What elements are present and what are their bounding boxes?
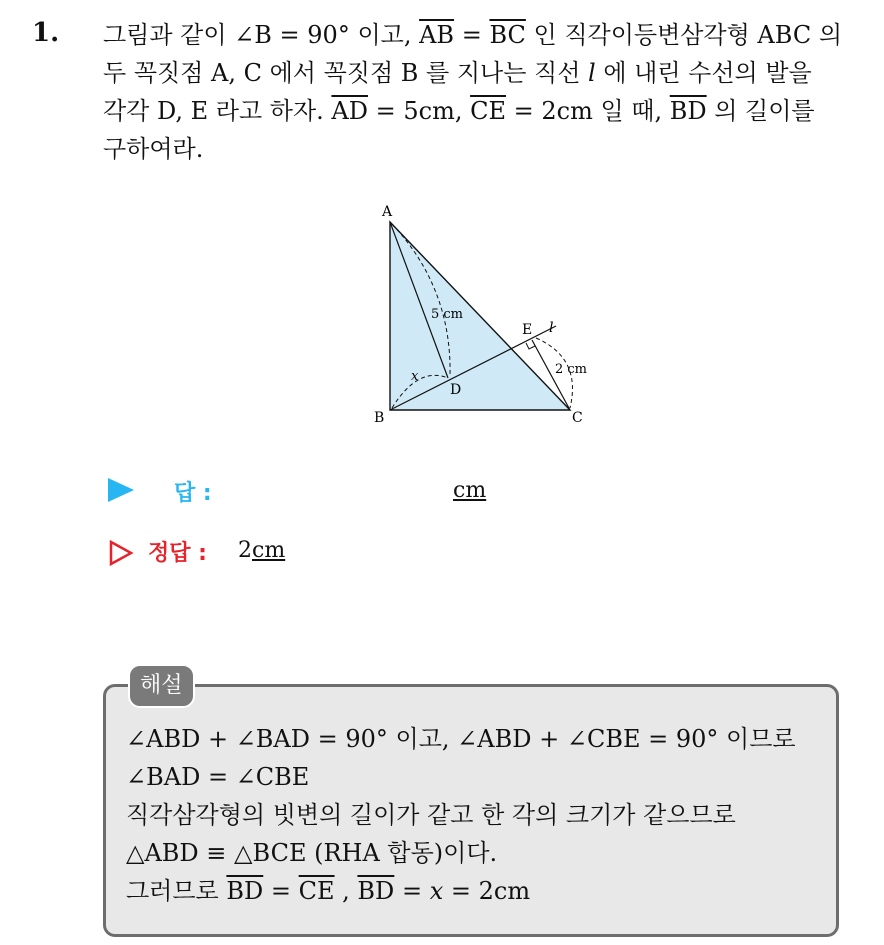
q1-a: 그림과 같이 ∠B = 90° 이고,: [103, 21, 420, 49]
label-5cm: 5 cm: [431, 307, 464, 322]
q2-a: 두 꼭짓점 A, C 에서 꼭짓점 B 를 지나는 직선: [103, 59, 589, 87]
label-2cm: 2 cm: [555, 362, 588, 377]
sol-segment-ce: $\overline{CE}$: [298, 877, 335, 905]
question-line-3: [103, 92, 863, 130]
play-arrow-icon: [108, 478, 134, 502]
sol-var-x: x: [429, 877, 444, 905]
label-l: l: [549, 320, 554, 336]
solution-line-3: 직각삼각형의 빗변의 길이가 같고 한 각의 크기가 같으므로: [126, 801, 736, 829]
correct-answer-row: [108, 536, 808, 572]
label-b: B: [374, 410, 385, 426]
answer-row: [108, 476, 808, 512]
segment-bc: $\overline{BC}$: [489, 21, 526, 49]
question-text: [103, 16, 863, 168]
answer-label: 답 :: [174, 481, 212, 506]
outline-arrow-icon: [108, 540, 134, 566]
q3-d: 의 길이를: [706, 97, 815, 125]
label-e: E: [522, 322, 533, 338]
label-d: D: [450, 382, 462, 398]
correct-value-wrap: [238, 538, 285, 563]
segment-ab: $\overline{AB}$: [419, 21, 455, 49]
correct-value: 2: [238, 538, 252, 563]
s5-c: =: [394, 877, 430, 905]
segment-bd: $\overline{BD}$: [669, 97, 707, 125]
solution-line-1: ∠ABD + ∠BAD = 90° 이고, ∠ABD + ∠CBE = 90° 이므로: [126, 725, 796, 753]
question-number: 1.: [32, 18, 60, 48]
triangle-figure: [360, 198, 600, 430]
q3-b: = 5cm,: [368, 97, 471, 125]
solution-text: [126, 720, 826, 910]
label-c: C: [572, 410, 583, 426]
question-line-4: 구하여라.: [103, 135, 204, 163]
q1-b: 인 직각이등변삼각형 ABC 의: [525, 21, 843, 49]
solution-line-2: ∠BAD = ∠CBE: [126, 763, 310, 791]
s5-eq1: =: [263, 877, 299, 905]
segment-ce: $\overline{CE}$: [470, 97, 506, 125]
solution-line-5: [126, 872, 826, 910]
solution-tag: 해설: [128, 664, 195, 708]
q3-a: 각각 D, E 라고 하자.: [103, 97, 332, 125]
label-a: A: [382, 204, 393, 220]
solution-line-4: △ABD ≡ △BCE (RHA 합동)이다.: [126, 839, 498, 867]
s5-d: = 2cm: [443, 877, 531, 905]
answer-unit: cm: [453, 478, 487, 503]
question-line-1: [103, 16, 863, 54]
q3-c: = 2cm 일 때,: [505, 97, 670, 125]
segment-ad: $\overline{AD}$: [331, 97, 368, 125]
s5-a: 그러므로: [126, 877, 227, 905]
sol-segment-bd-2: $\overline{BD}$: [357, 877, 395, 905]
q2-b: 에 내린 수선의 발을: [595, 59, 812, 87]
question-line-2: [103, 54, 863, 92]
s5-b: ,: [334, 877, 358, 905]
sol-segment-bd-1: $\overline{BD}$: [226, 877, 264, 905]
label-x: x: [411, 369, 419, 384]
line-l: l: [588, 59, 596, 87]
q1-eq: =: [454, 21, 490, 49]
correct-label: 정답 :: [148, 541, 207, 566]
correct-unit: cm: [252, 538, 286, 563]
